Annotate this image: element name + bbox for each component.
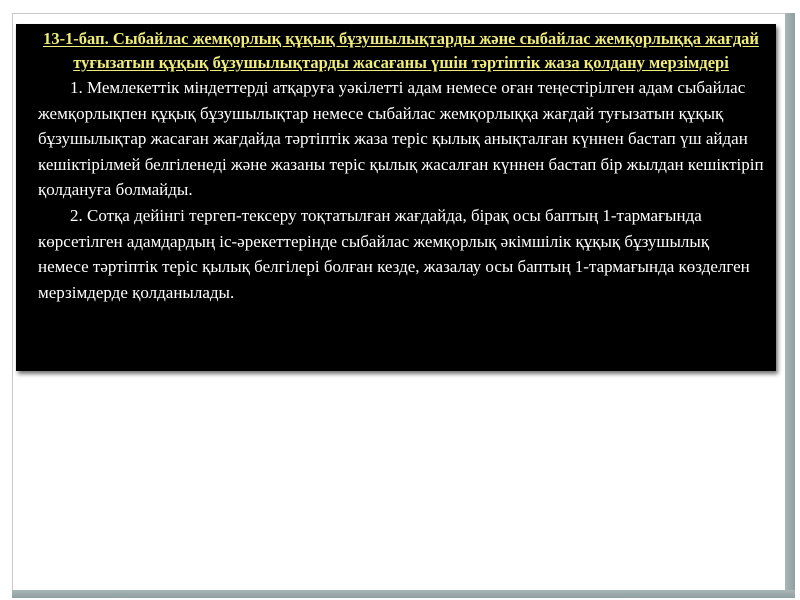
paragraph-2: 2. Сотқа дейінгі тергеп-тексеру тоқтатылған жағдайда, бірақ осы баптың 1-тармағында көрсетілген адамдардың іс-әрекеттерінде сыбайлас жемқорлық әкімшілік құқық бұзушылық немесе тәртіптік теріс қылық белгілері болған кезде, жазалау осы баптың 1-тармағында көзделген мерзімдерде қолданылады. [38, 205, 750, 302]
paragraph-1: 1. Мемлекеттік міндеттерді атқаруға уәкілетті адам немесе оған теңестірілген адам сыбайлас жемқорлықпен құқық бұзушылықтар немесе сыбайлас жемқорлыққа жағдай туғызатын құқық бұзушылықтар жасаған жағдайда тәртіптік жаза теріс қылық анықталған күннен бастап үш айдан кешіктірілмей белгіленеді және жазаны теріс қылық жасалған күннен бастап бір жылдан кешіктіріп қолдануға болмайды. [38, 78, 764, 200]
slide-right-accent-bar [785, 13, 795, 590]
article-heading: 13-1-бап. Сыбайлас жемқорлық құқық бұзушылықтарды және сыбайлас жемқорлыққа жағдай туғызатын құқық бұзушылықтарды жасағаны үшін тәртіптік жаза қолдану мерзімдері [43, 29, 759, 72]
slide-bottom-accent-bar [12, 590, 795, 598]
text-box [16, 24, 776, 371]
